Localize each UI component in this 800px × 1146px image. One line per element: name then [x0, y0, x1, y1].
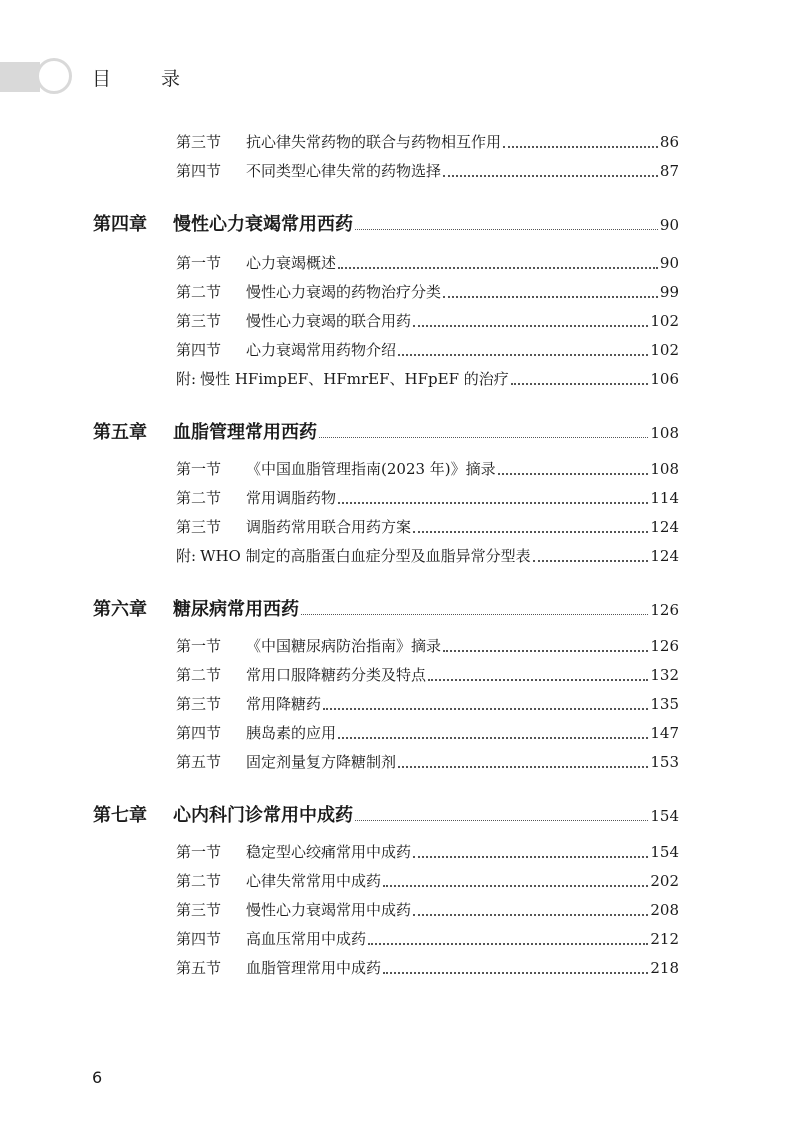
leader-dots [368, 942, 648, 945]
leader-dots [413, 324, 648, 327]
section-title: 稳定型心绞痛常用中成药 [246, 843, 412, 861]
chapter-number: 第七章 [93, 805, 147, 826]
toc-section-row[interactable] [176, 957, 679, 979]
section-title: 慢性心力衰竭的联合用药 [246, 312, 412, 330]
section-number: 第三节 [176, 901, 222, 919]
leader-dots [301, 613, 648, 615]
header-bar [0, 62, 40, 92]
section-title: 胰岛素的应用 [246, 724, 337, 742]
toc-section-row[interactable] [176, 899, 679, 921]
section-title: 心力衰竭常用药物介绍 [246, 341, 397, 359]
page-ref: 124 [650, 547, 679, 565]
section-number: 第五节 [176, 753, 222, 771]
page-ref: 154 [650, 807, 679, 825]
section-number: 第二节 [176, 666, 222, 684]
page-ref: 108 [650, 460, 679, 478]
section-number: 第三节 [176, 518, 222, 536]
page-ref: 99 [659, 283, 679, 301]
section-title: 不同类型心律失常的药物选择 [246, 162, 442, 180]
page-ref: 87 [659, 162, 679, 180]
page-ref: 154 [650, 843, 679, 861]
appendix-title: WHO 制定的高脂蛋白血症分型及血脂异常分型表 [200, 547, 531, 565]
chapter-number: 第六章 [93, 599, 147, 620]
section-title: 固定剂量复方降糖制剂 [246, 753, 397, 771]
page-ref: 147 [650, 724, 679, 742]
section-number: 第四节 [176, 724, 222, 742]
leader-dots [443, 295, 658, 298]
section-number: 第四节 [176, 930, 222, 948]
leader-dots [319, 436, 648, 438]
leader-dots [338, 736, 648, 739]
toc-appendix-row[interactable] [176, 545, 679, 567]
toc-appendix-row[interactable] [176, 368, 679, 390]
page-ref: 90 [659, 254, 679, 272]
toc-section-row[interactable] [176, 841, 679, 863]
toc-section-row[interactable] [176, 722, 679, 744]
section-number: 第三节 [176, 133, 222, 151]
page-ref: 102 [650, 312, 679, 330]
page-ref: 102 [650, 341, 679, 359]
leader-dots [383, 971, 648, 974]
section-title: 调脂药常用联合用药方案 [246, 518, 412, 536]
toc-section-row[interactable] [176, 131, 679, 153]
page-ref: 126 [650, 601, 679, 619]
toc-section-row[interactable] [176, 928, 679, 950]
leader-dots [413, 855, 648, 858]
section-title: 《中国糖尿病防治指南》摘录 [246, 637, 442, 655]
section-title: 心律失常常用中成药 [246, 872, 382, 890]
leader-dots [355, 228, 658, 230]
leader-dots [338, 266, 658, 269]
page-ref: 218 [650, 959, 679, 977]
leader-dots [355, 819, 648, 821]
leader-dots [398, 765, 648, 768]
section-title: 血脂管理常用中成药 [246, 959, 382, 977]
section-title: 高血压常用中成药 [246, 930, 367, 948]
toc-chapter-row[interactable] [93, 418, 679, 444]
toc-section-row[interactable] [176, 693, 679, 715]
leader-dots [428, 678, 648, 681]
section-number: 第一节 [176, 637, 222, 655]
section-title: 心力衰竭概述 [246, 254, 337, 272]
section-title: 常用调脂药物 [246, 489, 337, 507]
toc-section-row[interactable] [176, 751, 679, 773]
magnifier-icon [36, 58, 72, 94]
toc-section-row[interactable] [176, 635, 679, 657]
page-ref: 108 [650, 424, 679, 442]
chapter-title: 心内科门诊常用中成药 [173, 805, 353, 826]
leader-dots [511, 382, 649, 385]
appendix-marker: 附: [176, 370, 197, 388]
page-ref: 153 [650, 753, 679, 771]
leader-dots [338, 501, 648, 504]
section-number: 第二节 [176, 283, 222, 301]
section-number: 第二节 [176, 489, 222, 507]
toc-section-row[interactable] [176, 458, 679, 480]
leader-dots [398, 353, 648, 356]
toc-section-row[interactable] [176, 870, 679, 892]
toc-chapter-row[interactable] [93, 801, 679, 827]
leader-dots [323, 707, 648, 710]
page-number: 6 [92, 1068, 103, 1087]
toc-section-row[interactable] [176, 516, 679, 538]
leader-dots [533, 559, 649, 562]
chapter-number: 第四章 [93, 214, 147, 235]
section-number: 第三节 [176, 312, 222, 330]
leader-dots [443, 649, 648, 652]
page-header-title: 目 录 [92, 68, 203, 90]
section-title: 常用降糖药 [246, 695, 322, 713]
page-ref: 135 [650, 695, 679, 713]
page-ref: 208 [650, 901, 679, 919]
section-number: 第一节 [176, 843, 222, 861]
chapter-number: 第五章 [93, 422, 147, 443]
leader-dots [443, 174, 658, 177]
page-ref: 124 [650, 518, 679, 536]
section-number: 第一节 [176, 460, 222, 478]
section-title: 常用口服降糖药分类及特点 [246, 666, 427, 684]
appendix-marker: 附: [176, 547, 197, 565]
page-ref: 90 [659, 216, 679, 234]
section-title: 抗心律失常药物的联合与药物相互作用 [246, 133, 502, 151]
page-ref: 202 [650, 872, 679, 890]
leader-dots [413, 913, 648, 916]
page-ref: 114 [650, 489, 679, 507]
page-ref: 212 [650, 930, 679, 948]
section-title: 《中国血脂管理指南(2023 年)》摘录 [246, 460, 496, 478]
page-ref: 126 [650, 637, 679, 655]
leader-dots [413, 530, 648, 533]
chapter-title: 糖尿病常用西药 [173, 599, 299, 620]
toc-section-row[interactable] [176, 487, 679, 509]
section-title: 慢性心力衰竭常用中成药 [246, 901, 412, 919]
leader-dots [503, 145, 658, 148]
section-number: 第五节 [176, 959, 222, 977]
leader-dots [383, 884, 648, 887]
toc-section-row[interactable] [176, 664, 679, 686]
appendix-title: 慢性 HFimpEF、HFmrEF、HFpEF 的治疗 [200, 370, 509, 388]
page-ref: 106 [650, 370, 679, 388]
page-ref: 86 [659, 133, 679, 151]
section-number: 第三节 [176, 695, 222, 713]
section-title: 慢性心力衰竭的药物治疗分类 [246, 283, 442, 301]
toc-section-row[interactable] [176, 160, 679, 182]
toc-section-row[interactable] [176, 252, 679, 274]
chapter-title: 慢性心力衰竭常用西药 [173, 214, 353, 235]
toc-section-row[interactable] [176, 339, 679, 361]
toc-chapter-row[interactable] [93, 210, 679, 236]
section-number: 第四节 [176, 162, 222, 180]
section-number: 第四节 [176, 341, 222, 359]
toc-section-row[interactable] [176, 281, 679, 303]
toc-chapter-row[interactable] [93, 595, 679, 621]
toc-section-row[interactable] [176, 310, 679, 332]
leader-dots [498, 472, 649, 475]
chapter-title: 血脂管理常用西药 [173, 422, 317, 443]
section-number: 第一节 [176, 254, 222, 272]
section-number: 第二节 [176, 872, 222, 890]
page-ref: 132 [650, 666, 679, 684]
